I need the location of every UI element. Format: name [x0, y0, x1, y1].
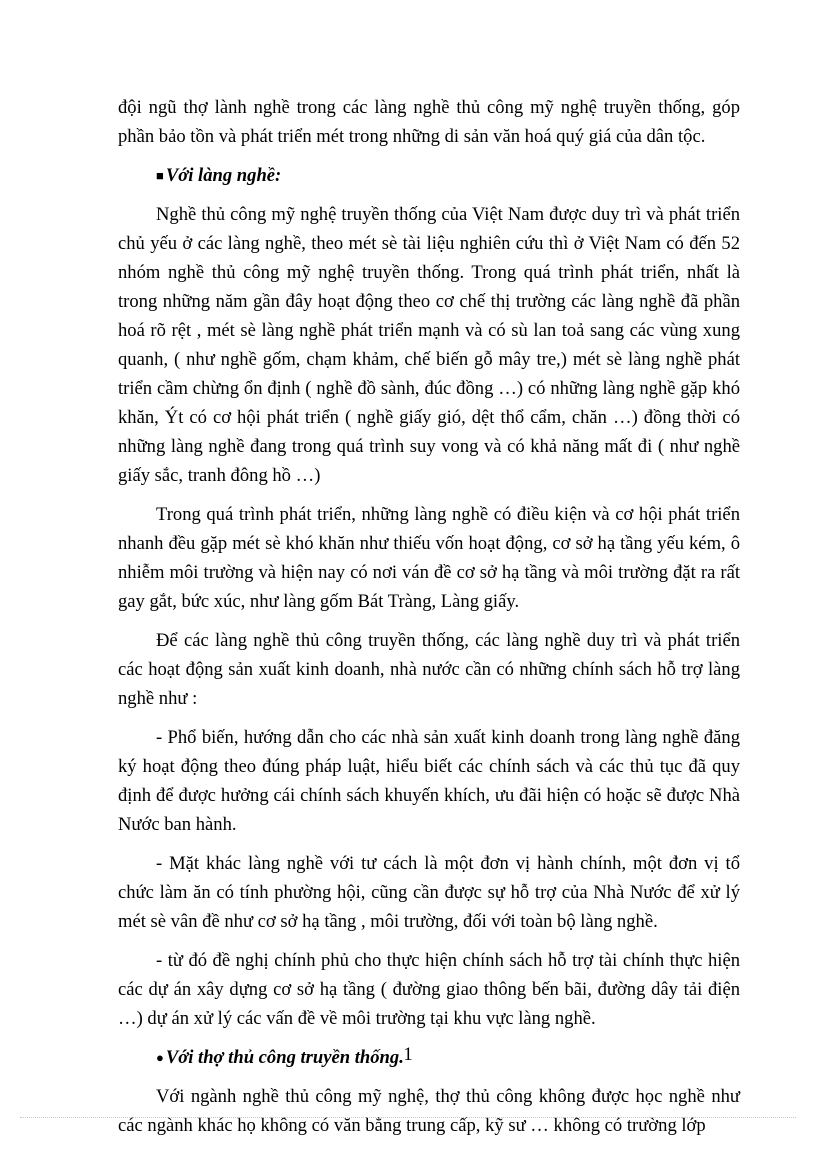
page-number: 1 [403, 1044, 413, 1065]
paragraph: - Phổ biến, hướng dẫn cho các nhà sản xuất kinh doanh trong làng nghề đăng ký hoạt động theo đúng pháp luật, hiểu biết các chính sách và các thủ tục đã quy định để được hưởng cái chính sách khuyến khích, ưu đãi hiện có hoặc sẽ được Nhà Nước ban hành. [118, 727, 740, 835]
paragraph: - từ đó đề nghị chính phủ cho thực hiện chính sách hỗ trợ tài chính thực hiện các dự án xây dựng cơ sở hạ tầng ( đường giao thông bến bãi, đường dây tải điện …) dự án xử lý các vấn đề về môi trường tại khu vực làng nghề. [118, 950, 740, 1029]
document-body [118, 93, 740, 1150]
paragraph: - Mặt khác làng nghề với tư cách là một đơn vị hành chính, một đơn vị tổ chức làm ăn có tính phường hội, cũng cần được sự hỗ trợ của Nhà Nước để xử lý mét sè vân đề như cơ sở hạ tầng , môi trường, đối với toàn bộ làng nghề. [118, 853, 740, 932]
heading-text: Với thợ thủ công truyền thống. [165, 1047, 404, 1068]
paragraph: Để các làng nghề thủ công truyền thống, các làng nghề duy trì và phát triển các hoạt động sản xuất kinh doanh, nhà nước cần có những chính sách hỗ trợ làng nghề như : [118, 630, 740, 709]
page-bottom-divider [20, 1117, 796, 1118]
round-bullet-icon: ● [156, 1050, 164, 1065]
heading-text: Với làng nghề: [165, 165, 282, 186]
paragraph: Với ngành nghề thủ công mỹ nghệ, thợ thủ công không được học nghề như các ngành khác họ không có văn bằng trung cấp, kỹ sư … không có trường lớp [118, 1086, 740, 1136]
paragraph: Nghề thủ công mỹ nghệ truyền thống của Việt Nam được duy trì và phát triển chủ yếu ở các làng nghề, theo mét sè tài liệu nghiên cứu thì ở Việt Nam có đến 52 nhóm nghề thủ công mỹ nghệ truyền thống. Trong quá trình phát triển, nhất là trong những năm gần đây hoạt động theo cơ chế thị trường các làng nghề đã phần hoá rõ rệt , mét sè làng nghề phát triển mạnh và có sù lan toả sang các vùng xung quanh, ( như nghề gốm, chạm khảm, chế biến gỗ mây tre,) mét sè làng nghề phát triển cầm chừng ổn định ( nghề đồ sành, đúc đồng …) có những làng nghề gặp khó khăn, Ýt có cơ hội phát triển ( nghề giấy gió, dệt thổ cẩm, chăn …) đồng thời có những làng nghề đang trong quá trình suy vong và có khả năng mất đi ( như nghề giấy sắc, tranh đông hồ …) [118, 204, 740, 486]
paragraph-intro: đội ngũ thợ lành nghề trong các làng nghề thủ công mỹ nghệ truyền thống, góp phần bảo tồn và phát triển mét trong những di sản văn hoá quý giá của dân tộc. [118, 97, 740, 147]
square-bullet-icon: ■ [156, 168, 164, 183]
section-heading-villages [118, 161, 740, 190]
paragraph: Trong quá trình phát triển, những làng nghề có điều kiện và cơ hội phát triển nhanh đều gặp mét sè khó khăn như thiếu vốn hoạt động, cơ sở hạ tầng yếu kém, ô nhiễm môi trường và hiện nay có nơi ván đề cơ sở hạ tầng và môi trường đặt ra rất gay gắt, bức xúc, như làng gốm Bát Tràng, Làng giấy. [118, 504, 740, 612]
